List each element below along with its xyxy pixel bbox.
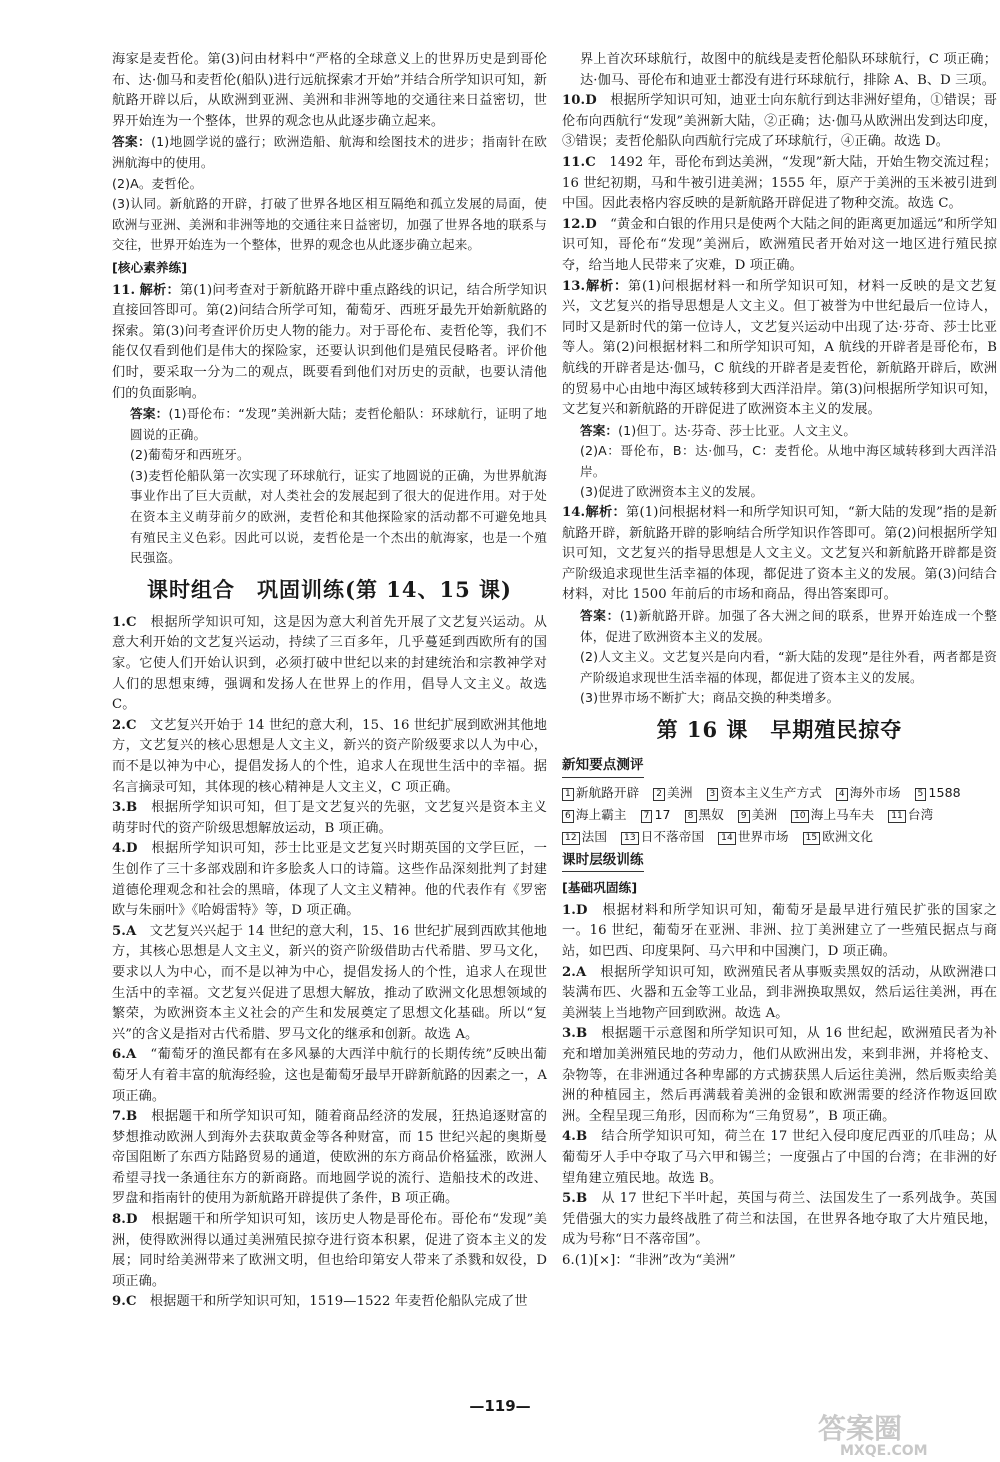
key-point	[707, 782, 822, 804]
answer-label: 答案：	[580, 608, 620, 624]
q14-analysis	[562, 503, 997, 606]
answer-q11	[112, 404, 547, 445]
item-number: 5.B	[562, 1191, 588, 1207]
q13-number: 13.	[562, 278, 586, 294]
list-item	[112, 1107, 547, 1210]
q6-answer: 6.(1)[×]：“非洲”改为“美洲”	[562, 1252, 736, 1268]
right-column	[562, 50, 997, 1271]
list-item	[562, 1127, 997, 1189]
q14-analysis-text: 第(1)问根据材料一和所学知识可知，“新大陆的发现”指的是新航路开辟，新航路开辟的影响结合所学知识作答即可。第(2)问根据所学知识可知，文艺复兴的指导思想是人文主义。文艺复兴和新航路开辟都是资产阶级追求现世生活幸福的体现，都促进了资本主义的发展。第(3)问结合材料，对比 1500 年前后的市场和商品，得出答案即可。	[562, 505, 997, 603]
key-point-number: 3	[707, 788, 719, 801]
key-point-text: 资本主义生产方式	[720, 784, 822, 800]
key-point-text: 台湾	[907, 806, 934, 822]
answer-q14-part1: (1)新航路开辟。加强了各大洲之间的联系，世界开始连成一个整体，促进了欧洲资本主义的发展。	[580, 608, 997, 644]
key-point-text: 欧洲文化	[822, 828, 874, 844]
key-point	[791, 804, 874, 826]
list-item	[112, 1210, 547, 1292]
item-number: 8.D	[112, 1212, 138, 1228]
key-point-number: 5	[915, 788, 927, 801]
item-number: 5.A	[112, 923, 137, 939]
item-text: 根据所学知识可知，这是因为意大利首先开展了文艺复兴运动。从意大利开始的文艺复兴运动，持续了三百多年，几乎蔓延到西欧所有的国家。它使人们开始认识到，必须打破中世纪以来的封建统治和宗教神学对人们的思想束缚，强调和发扬人在世界上的作用，倡导人文主义。故选 C。	[112, 614, 547, 713]
section-title: 课时组合 巩固训练(第 14、15 课)	[147, 576, 512, 602]
answer-label: 答案：	[130, 406, 169, 422]
item-number: 6.A	[112, 1047, 137, 1063]
item-number: 1.D	[562, 902, 588, 918]
basic-consolidation-tag: [基础巩固练]	[562, 880, 638, 896]
key-point	[738, 804, 777, 826]
q11-analysis	[112, 281, 547, 405]
answer-q11-part3: (3)麦哲伦船队第一次实现了环球航行，证实了地圆说的正确，为世界航海事业作出了巨大贡献，对人类社会的发展起到了很大的促进作用。对于处在资本主义萌芽前夕的欧洲，麦哲伦和其他探险家的活动都不可避免地具有殖民主义色彩。因此可以说，麦哲伦是一个杰出的航海家，也是一个殖民强盗。	[130, 467, 547, 566]
q9-continuation: 界上首次环球航行，故图中的航线是麦哲伦船队环球航行，C 项正确；达·伽马、哥伦布和迪亚士都没有进行环球航行，排除 A、B、D 三项。	[580, 52, 997, 88]
key-point-text: 法国	[581, 828, 608, 844]
key-point-number: 11	[888, 810, 906, 823]
section-items-list	[112, 613, 547, 1313]
key-point-text: 新航路开辟	[575, 784, 640, 800]
list-item	[562, 215, 997, 277]
left-column	[112, 50, 547, 1313]
key-point-number: 13	[621, 832, 639, 845]
key-point	[803, 826, 873, 848]
list-item	[562, 901, 997, 963]
item-number: 4.B	[562, 1129, 588, 1145]
item-number: 10.D	[562, 93, 597, 109]
key-point-text: 日不落帝国	[640, 828, 705, 844]
list-item	[562, 153, 997, 215]
key-point	[562, 826, 607, 848]
key-point-number: 15	[803, 832, 821, 845]
core-literacy-tag: [核心素养练]	[112, 259, 188, 275]
key-point-text: 1588	[928, 784, 961, 800]
item-text: 根据题干示意图和所学知识可知，从 16 世纪起，欧洲殖民者为补充和增加美洲殖民地的劳动力，他们从欧洲出发，来到非洲，并将枪支、杂物等，在非洲通过各种卑鄙的方式掳获黑人后运往美洲，然后贩卖给美洲的种植园主，然后再满载着美洲的金银和欧洲需要的经济作物返回欧洲。全程呈现三角形，因而称为“三角贸易”，B 项正确。	[562, 1026, 997, 1124]
item-text: 结合所学知识可知，荷兰在 17 世纪入侵印度尼西亚的爪哇岛；从葡萄牙人手中夺取了马六甲和锡兰；一度强占了中国的台湾；在非洲的好望角建立殖民地。故选 B。	[562, 1129, 997, 1186]
list-item	[112, 716, 547, 798]
q13-analysis	[562, 277, 997, 421]
answer-q14-part2: (2)人文主义。文艺复兴是向内看，“新大陆的发现”是往外看，两者都是资产阶级追求现世生活幸福的体现，都促进了资本主义的发展。	[580, 649, 997, 685]
q11-number: 11.	[112, 282, 136, 298]
item-text: 根据所学知识可知，欧洲殖民者从事贩卖黑奴的活动，从欧洲港口装满布匹、火器和五金等工业品，到非洲换取黑奴，然后运往美洲，再在美洲装上当地物产回到欧洲。故选 A。	[562, 964, 997, 1021]
key-point-number: 10	[791, 810, 809, 823]
key-point-text: 海上霸主	[575, 806, 627, 822]
item-text: 根据题干和所学知识可知，该历史人物是哥伦布。哥伦布“发现”美洲，使得欧洲得以通过美洲殖民掠夺进行资本积累，促进了资本主义的发展；同时给美洲带来了欧洲文明，但也给印第安人带来了杀戮和奴役，D 项正确。	[112, 1212, 547, 1289]
answer-q10	[112, 132, 547, 173]
key-point	[888, 804, 933, 826]
key-point	[621, 826, 704, 848]
list-item	[562, 1024, 997, 1127]
key-point	[641, 804, 671, 826]
answer-label: 答案：	[580, 422, 619, 438]
item-number: 2.C	[112, 717, 137, 733]
item-text: 文艺复兴开始于 14 世纪的意大利，15、16 世纪扩展到欧洲其他地方，文艺复兴的核心思想是人文主义，新兴的资产阶级要求以人为中心，而不是以神为中心，提倡发扬人的个性，追求人在现世生活中的幸福。据名言摘录可知，其体现的核心精神是人文主义，C 项正确。	[112, 717, 547, 795]
item-text: 1492 年，哥伦布到达美洲，“发现”新大陆，开始生物交流过程；16 世纪初期，马和牛被引进美洲；1555 年，原产于美洲的玉米被引进到中国。因此表格内容反映的是新航路开辟促进了物种交流。故选 C。	[562, 154, 997, 212]
answer-q13-part2: (2)A：哥伦布，B：达·伽马，C：麦哲伦。从地中海区域转移到大西洋沿岸。	[580, 443, 997, 479]
key-point-number: 7	[641, 810, 653, 823]
item-text: “黄金和白银的作用只是使两个大陆之间的距离更加遥远”和所学知识可知，哥伦布“发现”美洲后，欧洲殖民者开始对这一地区进行殖民掠夺，给当地人民带来了灾难，D 项正确。	[562, 216, 997, 273]
analysis-label: 解析：	[585, 505, 627, 521]
analysis-label: 解析：	[139, 282, 180, 298]
key-point	[653, 782, 692, 804]
key-point-number: 9	[738, 810, 750, 823]
item-number: 3.B	[562, 1026, 588, 1042]
answer-q14	[562, 606, 997, 647]
q13-analysis-text: 第(1)问根据材料一和所学知识可知，材料一反映的是文艺复兴，文艺复兴的指导思想是人文主义。但丁被誉为中世纪最后一位诗人，同时又是新时代的第一位诗人，文艺复兴运动中出现了达·芬奇、莎士比亚等人。第(2)问根据材料二和所学知识可知，A 航线的开辟者是哥伦布，B 航线的开辟者是达·伽马，C 航线的开辟者是麦哲伦，新航路开辟后，欧洲的贸易中心由地中海区域转移到大西洋沿岸。第(3)问根据所学知识可知，文艺复兴和新航路的开辟促进了欧洲资本主义的发展。	[562, 278, 997, 418]
watermark-text: 答案圈	[818, 1412, 903, 1445]
item-number: 2.A	[562, 964, 587, 980]
lesson-title: 第 16 课 早期殖民掠夺	[656, 717, 903, 742]
subsection-key-points: 新知要点测评	[562, 755, 644, 778]
key-point-number: 8	[685, 810, 697, 823]
key-points-list	[562, 782, 997, 848]
item-text: “葡萄牙的渔民都有在多风暴的大西洋中航行的长期传统”反映出葡萄牙人有着丰富的航海经验，这也是葡萄牙最早开辟新航路的因素之一，A 项正确。	[112, 1047, 547, 1104]
key-point-text: 世界市场	[737, 828, 789, 844]
answer-q10-part1: (1)地圆学说的盛行；欧洲造船、航海和绘图技术的进步；指南针在欧洲航海中的使用。	[112, 134, 547, 170]
item-text: 根据所学知识可知，莎士比亚是文艺复兴时期英国的文学巨匠，一生创作了三十多部戏剧和许多脍炙人口的诗篇。这些作品深刻批判了封建道德伦理观念和社会的黑暗，体现了人文主义精神。他的代表作有《罗密欧与朱丽叶》《哈姆雷特》等，D 项正确。	[112, 841, 547, 919]
key-point-number: 1	[562, 788, 574, 801]
key-point	[836, 782, 901, 804]
answer-q10-part3: (3)认同。新航路的开辟，打破了世界各地区相互隔绝和孤立发展的局面，使欧洲与亚洲、美洲和非洲等地的交通往来日益密切，加强了世界各地的联系与交往，世界开始连为一个整体，世界的观念也从此逐步确立起来。	[112, 196, 547, 253]
list-item	[112, 839, 547, 921]
key-point-text: 美洲	[751, 806, 778, 822]
key-point-number: 6	[562, 810, 574, 823]
item-number: 3.B	[112, 800, 138, 816]
q14-number: 14.	[562, 505, 586, 521]
page-number: —119—	[469, 1397, 531, 1415]
subsection-level-training: 课时层级训练	[562, 850, 644, 873]
key-point-text: 美洲	[667, 784, 693, 800]
key-point	[562, 782, 639, 804]
list-item	[562, 91, 997, 153]
key-point-number: 4	[836, 788, 848, 801]
paragraph-q10-analysis: 海家是麦哲伦。第(3)问由材料中“严格的全球意义上的世界历史是到哥伦布、达·伽马和麦哲伦(船队)进行远航探索才开始”并结合所学知识可知，新航路开辟以后，从欧洲到亚洲、美洲和非洲等地的交通往来日益密切，世界开始连为一个整体，世界的观念也从此逐步确立起来。	[112, 52, 547, 129]
watermark-site: MXQE.COM	[840, 1443, 928, 1458]
list-item	[112, 1292, 547, 1313]
list-item	[112, 798, 547, 839]
answer-label: 答案：	[112, 134, 152, 150]
item-number: 7.B	[112, 1109, 138, 1125]
list-item	[562, 1189, 997, 1251]
key-point	[562, 804, 627, 826]
key-point	[718, 826, 788, 848]
item-text: 文艺复兴兴起于 14 世纪的意大利，15、16 世纪扩展到西欧其他地方，其核心思想是人文主义，新兴的资产阶级借助古代希腊、罗马文化，要求以人为中心，而不是以神为中心，提倡发扬人的个性，追求人在现世生活中的幸福。文艺复兴促进了思想大解放，推动了欧洲文化思想领域的繁荣，为欧洲资本主义社会的产生和发展奠定了思想文化基础。所以“复兴”的含义是指对古代希腊、罗马文化的继承和创新。故选 A。	[112, 923, 547, 1042]
item-text: 从 17 世纪下半叶起，英国与荷兰、法国发生了一系列战争。英国凭借强大的实力最终战胜了荷兰和法国，在世界各地夺取了大片殖民地，成为号称“日不落帝国”。	[562, 1191, 997, 1248]
item-text: 根据所学知识可知，迪亚士向东航行到达非洲好望角，①错误；哥伦布向西航行“发现”美洲新大陆，②正确；达·伽马从欧洲出发到达印度，③错误；麦哲伦船队向西航行完成了环球航行，④正确。故选 D。	[562, 93, 997, 150]
item-number: 4.D	[112, 841, 138, 857]
answer-q13-part3: (3)促进了欧洲资本主义的发展。	[580, 484, 764, 500]
item-number: 1.C	[112, 614, 137, 630]
key-point-text: 黑奴	[698, 806, 724, 822]
key-point-text: 海上马车夫	[810, 806, 875, 822]
item-text: 根据题干和所学知识可知，1519—1522 年麦哲伦船队完成了世	[149, 1294, 528, 1310]
item-number: 11.C	[562, 154, 596, 170]
answer-q14-part3: (3)世界市场不断扩大；商品交换的种类增多。	[580, 690, 840, 706]
key-point-number: 12	[562, 832, 580, 845]
key-point	[915, 782, 961, 804]
answer-q13	[562, 421, 997, 442]
key-point	[685, 804, 724, 826]
list-item	[112, 613, 547, 716]
item-number: 9.C	[112, 1294, 137, 1310]
key-point-number: 2	[653, 788, 665, 801]
list-item	[562, 963, 997, 1025]
item-text: 根据题干和所学知识可知，随着商品经济的发展，狂热追逐财富的梦想推动欧洲人到海外去获取黄金等各种财富，而 15 世纪兴起的奥斯曼帝国阻断了东西方陆路贸易的通道，使欧洲的东方商品价格猛涨，欧洲人希望寻找一条通往东方的新商路。而地圆学说的流行、造船技术的改进、罗盘和指南针的使用为新航路开辟提供了条件，B 项正确。	[112, 1109, 547, 1207]
key-point-text: 17	[654, 806, 671, 822]
list-item	[112, 922, 547, 1046]
item-text: 根据材料和所学知识可知，葡萄牙是最早进行殖民扩张的国家之一。16 世纪，葡萄牙在亚洲、非洲、拉丁美洲建立了一些殖民据点与商站，如巴西、印度果阿、马六甲和中国澳门，D 项正确。	[562, 902, 997, 959]
watermark-logo	[800, 1410, 990, 1458]
analysis-label: 解析：	[585, 278, 628, 294]
list-item	[112, 1045, 547, 1107]
answer-q13-part1: (1)但丁。达·芬奇、莎士比亚。人文主义。	[618, 422, 857, 438]
answer-q11-part1: (1)哥伦布：“发现”美洲新大陆；麦哲伦船队：环球航行，证明了地圆说的正确。	[130, 406, 547, 442]
answer-q10-part2: (2)A。麦哲伦。	[112, 175, 203, 191]
key-point-text: 海外市场	[849, 784, 901, 800]
item-text: 根据所学知识可知，但丁是文艺复兴的先驱，文艺复兴是资本主义萌芽时代的资产阶级思想解放运动，B 项正确。	[112, 800, 547, 836]
answer-q11-part2: (2)葡萄牙和西班牙。	[130, 447, 250, 463]
key-point-number: 14	[718, 832, 736, 845]
q11-analysis-text: 第(1)问考查对于新航路开辟中重点路线的识记，结合所学知识直接回答即可。第(2)问结合所学可知，葡萄牙、西班牙最先开始新航路的探索。第(3)问考查评价历史人物的能力。对于哥伦布、麦哲伦等，我们不能仅仅看到他们是伟大的探险家，还要认识到他们是殖民侵略者。评价他们时，要采取一分为二的观点，既要看到他们对历史的贡献，也要认清他们的负面影响。	[112, 282, 548, 401]
item-number: 12.D	[562, 216, 597, 232]
